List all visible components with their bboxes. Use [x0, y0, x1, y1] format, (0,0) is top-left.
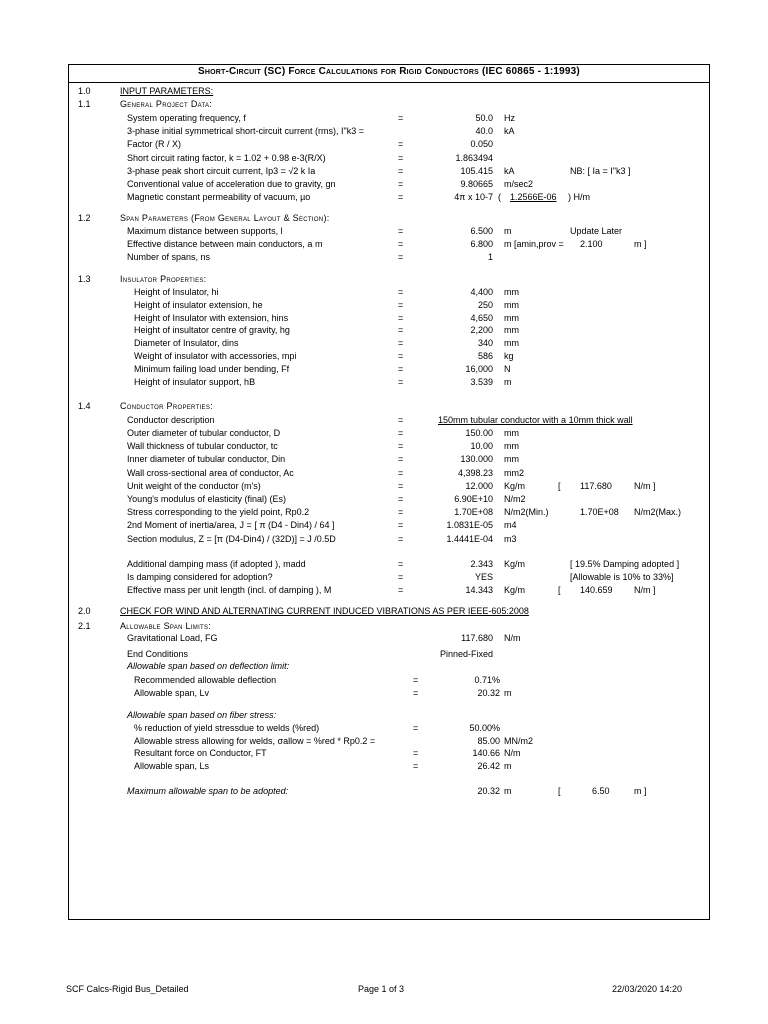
document-title: Short-Circuit (SC) Force Calculations for Rigid Conductors (IEC 60865 - 1:1993) — [198, 66, 580, 77]
row-label: Allowable span, Lv — [134, 688, 210, 698]
row-unit: mm — [504, 299, 519, 310]
row-note: [Allowable is 10% to 33%] — [570, 572, 674, 583]
row-unit: mm — [504, 428, 519, 438]
row-note: 1.2566E-06 — [510, 192, 557, 203]
equals-sign: = — [398, 179, 404, 189]
equals-sign: = — [398, 165, 404, 176]
equals-sign: = — [398, 572, 404, 583]
row-value: 1.70E+08 — [454, 507, 493, 518]
row-note-unit: N/m ] — [634, 480, 656, 491]
row-unit: m — [504, 376, 512, 387]
row-label: Wall cross-sectional area of conductor, Ac — [127, 467, 294, 478]
row-label: Stress corresponding to the yield point, Rp0.2 — [127, 507, 310, 518]
section-1-4-number: 1.4 — [78, 401, 91, 411]
equals-sign: = — [398, 507, 404, 518]
equals-sign: = — [398, 252, 404, 263]
row-note: 1.70E+08 — [580, 507, 619, 518]
row-value: 105.415 — [460, 165, 493, 176]
section-2-0-number: 2.0 — [78, 606, 91, 616]
equals-sign: = — [398, 533, 404, 544]
row-unit: N/m — [504, 633, 521, 643]
row-unit: mm — [504, 338, 519, 349]
row-label: Height of Insulator with extension, hins — [134, 312, 289, 323]
equals-sign: = — [398, 192, 404, 203]
equals-sign: = — [398, 376, 404, 387]
row-value: 16,000 — [465, 363, 493, 374]
bracket: [ — [558, 585, 561, 596]
row-label: Recommended allowable deflection — [134, 675, 277, 685]
row-unit: m — [504, 226, 512, 236]
row-value: 4π x 10-7 — [454, 192, 493, 203]
section-1-3-heading: Insulator Properties: — [120, 274, 207, 284]
equals-sign: = — [413, 723, 419, 733]
row-value: 1.0831E-05 — [446, 520, 493, 531]
row-value: 586 — [477, 351, 493, 361]
row-label: Number of spans, ns — [127, 252, 211, 263]
row-value: 12.000 — [465, 480, 493, 491]
conductor-description: 150mm tubular conductor with a 10mm thick wall — [438, 415, 633, 425]
equals-sign: = — [398, 139, 404, 150]
bracket: [ — [558, 480, 561, 491]
row-unit: m — [504, 688, 512, 698]
row-label: Effective mass per unit length (incl. of damping ), M — [127, 585, 332, 596]
row-note-unit: m ] — [634, 239, 647, 250]
row-unit: N — [504, 363, 511, 374]
row-label: Height of insulator support, hB — [134, 376, 256, 387]
row-value: 14.343 — [465, 585, 493, 596]
row-unit: mm — [504, 287, 519, 297]
row-label: Height of insultator centre of gravity, hg — [134, 325, 290, 336]
subsection-heading: Allowable span based on fiber stress: — [127, 710, 277, 720]
row-value: 140.66 — [472, 748, 500, 758]
row-label: System operating frequency, f — [127, 113, 246, 123]
row-value: 4,398.23 — [457, 467, 493, 478]
equals-sign: = — [413, 675, 419, 685]
row-value: 20.32 — [477, 786, 500, 796]
row-value: 1.4441E-04 — [446, 533, 493, 544]
row-value: 4,400 — [470, 287, 493, 297]
row-label: Maximum allowable span to be adopted: — [127, 786, 289, 796]
row-label: Section modulus, Z = [π (D4-Din4) / (32D)] = J /0.5D — [127, 533, 336, 544]
row-label: Height of insulator extension, he — [134, 299, 263, 310]
equals-sign: = — [413, 748, 419, 758]
row-unit: MN/m2 — [504, 735, 533, 746]
row-label: Weight of insulator with accessories, mpi — [134, 351, 297, 361]
row-unit: Kg/m — [504, 585, 526, 596]
section-1-2-heading: Span Parameters (From General Layout & Section): — [120, 213, 330, 223]
row-label: Additional damping mass (if adopted ), madd — [127, 559, 306, 569]
row-unit: mm2 — [504, 467, 524, 478]
section-2-1-number: 2.1 — [78, 621, 91, 631]
row-value: 2,200 — [470, 325, 493, 336]
row-unit: N/m2 — [504, 494, 526, 504]
row-unit: ) H/m — [568, 192, 590, 203]
row-value: 1.863494 — [455, 152, 493, 163]
bracket: [ — [558, 786, 561, 796]
row-label: % reduction of yield stressdue to welds (%red) — [134, 723, 320, 733]
row-unit: mm — [504, 441, 519, 452]
footer-filename: SCF Calcs-Rigid Bus_Detailed — [66, 984, 189, 994]
equals-sign: = — [398, 287, 404, 297]
row-note: 117.680 — [580, 480, 612, 491]
row-value: 340 — [477, 338, 493, 349]
title-divider — [68, 82, 710, 83]
row-unit: Hz — [504, 113, 515, 123]
equals-sign: = — [398, 559, 404, 569]
equals-sign: = — [398, 480, 404, 491]
row-note-unit: N/m ] — [634, 585, 656, 596]
row-value: 85.00 — [477, 735, 500, 746]
section-1-4-heading: Conductor Properties: — [120, 401, 213, 411]
equals-sign: = — [398, 325, 404, 336]
paren: ( — [498, 192, 501, 203]
row-value: 50.00% — [469, 723, 500, 733]
row-unit: m [amin,prov = — [504, 239, 564, 250]
row-unit: m — [504, 786, 512, 796]
row-value: 130.000 — [460, 454, 493, 465]
row-value: 0.050 — [470, 139, 493, 150]
section-1-1-number: 1.1 — [78, 99, 91, 109]
row-note: 2.100 — [580, 239, 603, 250]
row-label: Is damping considered for adoption? — [127, 572, 273, 583]
row-note-unit: m ] — [634, 786, 647, 796]
row-value: Pinned-Fixed — [440, 649, 494, 659]
row-label: Maximum distance between supports, l — [127, 226, 283, 236]
equals-sign: = — [413, 760, 419, 771]
row-value: 0.71% — [474, 675, 500, 685]
row-unit: kA — [504, 165, 515, 176]
equals-sign: = — [398, 113, 404, 123]
row-value: YES — [474, 572, 493, 583]
row-label: Allowable span, Ls — [134, 760, 210, 771]
section-1-1-heading: General Project Data: — [120, 99, 213, 109]
row-note-unit: N/m2(Max.) — [634, 507, 681, 518]
row-value: 4,650 — [470, 312, 493, 323]
row-value: 20.32 — [477, 688, 500, 698]
row-label: Conductor description — [127, 415, 215, 425]
footer-datetime: 22/03/2020 14:20 — [612, 984, 683, 994]
row-label: Wall thickness of tubular conductor, tc — [127, 441, 278, 452]
row-value: 6.800 — [470, 239, 493, 250]
row-value: 40.0 — [475, 126, 493, 137]
equals-sign: = — [398, 454, 404, 465]
row-label: Height of Insulator, hi — [134, 287, 219, 297]
row-label: Factor (R / X) — [127, 139, 182, 150]
equals-sign: = — [398, 299, 404, 310]
row-label: End Conditions — [127, 649, 189, 659]
equals-sign: = — [398, 239, 404, 250]
row-unit: m3 — [504, 533, 517, 544]
row-unit: N/m — [504, 748, 521, 758]
row-label: Minimum failing load under bending, Ff — [134, 363, 290, 374]
equals-sign: = — [398, 312, 404, 323]
equals-sign: = — [398, 467, 404, 478]
row-note: [ 19.5% Damping adopted ] — [570, 559, 680, 569]
subsection-heading: Allowable span based on deflection limit: — [127, 661, 290, 671]
row-label: Resultant force on Conductor, FT — [134, 748, 267, 758]
row-value: 1 — [487, 252, 493, 263]
equals-sign: = — [398, 428, 404, 438]
row-label: 3-phase peak short circuit current, Ip3 = √2 k Ia — [127, 165, 316, 176]
equals-sign: = — [398, 441, 404, 452]
row-value: 9.80665 — [460, 179, 493, 189]
row-value: 26.42 — [477, 760, 500, 771]
row-unit: m4 — [504, 520, 517, 531]
section-2-1-heading: Allowable Span Limits: — [120, 621, 212, 631]
row-unit: m — [504, 760, 512, 771]
row-unit: mm — [504, 454, 519, 465]
row-unit: Kg/m — [504, 559, 526, 569]
row-label: Effective distance between main conductors, a m — [127, 239, 323, 250]
section-1-3-number: 1.3 — [78, 274, 91, 284]
equals-sign: = — [413, 688, 419, 698]
row-value: 6.90E+10 — [454, 494, 493, 504]
row-label: Young's modulus of elasticity (final) (Es) — [127, 494, 286, 504]
equals-sign: = — [398, 520, 404, 531]
equals-sign: = — [398, 338, 404, 349]
equals-sign: = — [398, 363, 404, 374]
row-value: 250 — [477, 299, 493, 310]
equals-sign: = — [398, 351, 404, 361]
footer-page-number: Page 1 of 3 — [358, 984, 405, 994]
section-1-0-heading: INPUT PARAMETERS: — [120, 86, 214, 96]
row-value: 2.343 — [470, 559, 493, 569]
row-label: Inner diameter of tubular conductor, Din — [127, 454, 286, 465]
row-label: Short circuit rating factor, k = 1.02 + 0.98 e-3(R/X) — [127, 152, 326, 163]
section-2-0-heading: CHECK FOR WIND AND ALTERNATING CURRENT INDUCED VIBRATIONS AS PER IEEE-605:2008 — [120, 606, 529, 616]
row-label: Gravitational Load, FG — [127, 633, 218, 643]
row-label: Conventional value of acceleration due to gravity, gn — [127, 179, 336, 189]
row-unit: kA — [504, 126, 515, 137]
row-unit: mm — [504, 312, 519, 323]
row-label: Diameter of Insulator, dins — [134, 338, 239, 349]
row-value: 150.00 — [465, 428, 493, 438]
equals-sign: = — [398, 494, 404, 504]
row-label: 2nd Moment of inertia/area, J = [ π (D4 - Din4) / 64 ] — [127, 520, 335, 531]
equals-sign: = — [398, 152, 404, 163]
row-value: 6.500 — [470, 226, 493, 236]
row-unit: kg — [504, 351, 514, 361]
equals-sign: = — [398, 585, 404, 596]
row-value: 3.539 — [470, 376, 493, 387]
row-label: Allowable stress allowing for welds, σallow = %red * Rp0.2 = — [134, 735, 376, 746]
row-note: 6.50 — [592, 786, 610, 796]
row-value: 117.680 — [461, 633, 493, 643]
row-label: Unit weight of the conductor (m's) — [127, 480, 261, 491]
section-1-0-number: 1.0 — [78, 86, 91, 96]
equals-sign: = — [398, 415, 404, 425]
row-label: Magnetic constant permeability of vacuum, µo — [127, 192, 311, 203]
row-unit: mm — [504, 325, 519, 336]
row-unit: Kg/m — [504, 480, 526, 491]
row-unit: m/sec2 — [504, 179, 534, 189]
row-value: 50.0 — [475, 113, 493, 123]
row-label: Outer diameter of tubular conductor, D — [127, 428, 281, 438]
row-value: 10.00 — [470, 441, 493, 452]
row-label: 3-phase initial symmetrical short-circuit current (rms), I"k3 = — [127, 126, 365, 137]
row-note: 140.659 — [580, 585, 613, 596]
row-note: NB: [ Ia = I"k3 ] — [570, 165, 631, 176]
row-unit: N/m2(Min.) — [504, 507, 549, 518]
row-note: Update Later — [570, 226, 623, 236]
equals-sign: = — [398, 226, 404, 236]
section-1-2-number: 1.2 — [78, 213, 91, 223]
